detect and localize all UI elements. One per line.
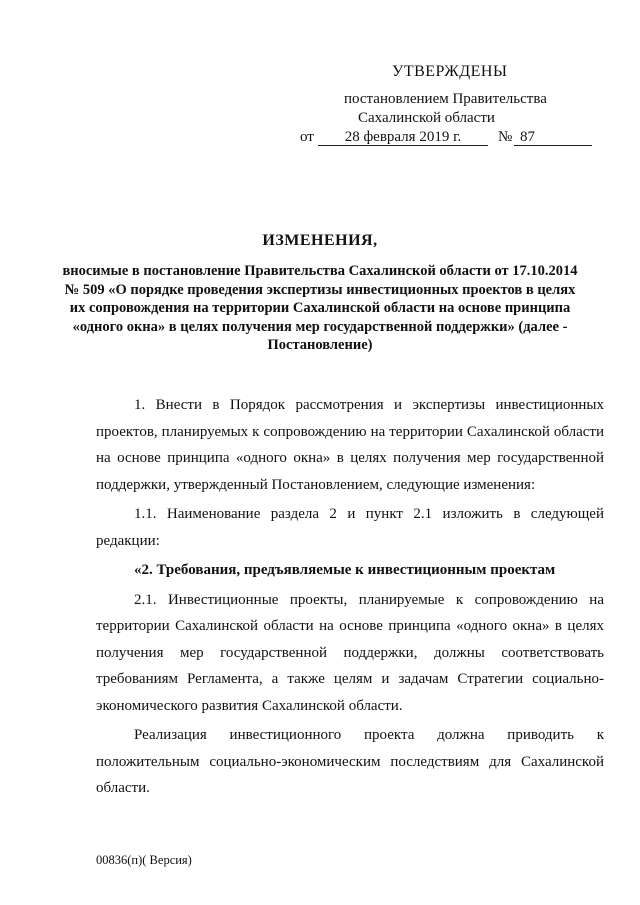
date-field — [318, 128, 488, 146]
section-2-title: «2. Требования, предъявляемые к инвестиционным проектам — [134, 562, 556, 578]
from-label: от — [300, 129, 314, 145]
heading-title: ИЗМЕНЕНИЯ, — [262, 232, 378, 249]
paragraph-1: 1. Внести в Порядок рассмотрения и экспертизы инвестиционных проектов, планируемых к сопровождению на территории Сахалинской области на основе принципа «одного окна» в целях получения мер государственной поддержки, утвержденный Постановлением, следующие изменения: — [96, 397, 604, 493]
number-label: № — [498, 129, 513, 145]
approval-date: 28 февраля 2019 г. — [344, 129, 462, 145]
heading-subtitle: вносимые в постановление Правительства Сахалинской области от 17.10.2014 № 509 «О порядке проведения экспертизы инвестиционных проектов в целях их сопровождения на территории Сахалинской области на основе принципа «одного окна» в целях получения мер государственной поддержки» (далее - Постановление) — [62, 263, 578, 353]
paragraph-2: 1.1. Наименование раздела 2 и пункт 2.1 изложить в следующей редакции: — [96, 506, 604, 549]
number-field — [514, 128, 592, 146]
approval-date-row — [300, 128, 600, 148]
approval-title: УТВЕРЖДЕНЫ — [392, 63, 508, 80]
paragraph-implementation: Реализация инвестиционного проекта должна приводить к положительным социально-экономическим последствиям для Сахалинской области. — [96, 727, 604, 796]
approval-line2: Сахалинской области — [358, 110, 495, 126]
approval-number: 87 — [520, 129, 535, 145]
document-body — [96, 392, 604, 802]
paragraph-2-1: 2.1. Инвестиционные проекты, планируемые к сопровождению на территории Сахалинской области на основе принципа «одного окна» в целях получения мер государственной поддержки, должны соответствовать требованиям Регламента, а также целям и задачам Стратегии социально-экономического развития Сахалинской области. — [96, 591, 604, 714]
footer-code: 00836(п)( Версия) — [96, 853, 192, 867]
document-heading — [0, 232, 640, 355]
approval-line1: постановлением Правительства — [344, 91, 547, 107]
